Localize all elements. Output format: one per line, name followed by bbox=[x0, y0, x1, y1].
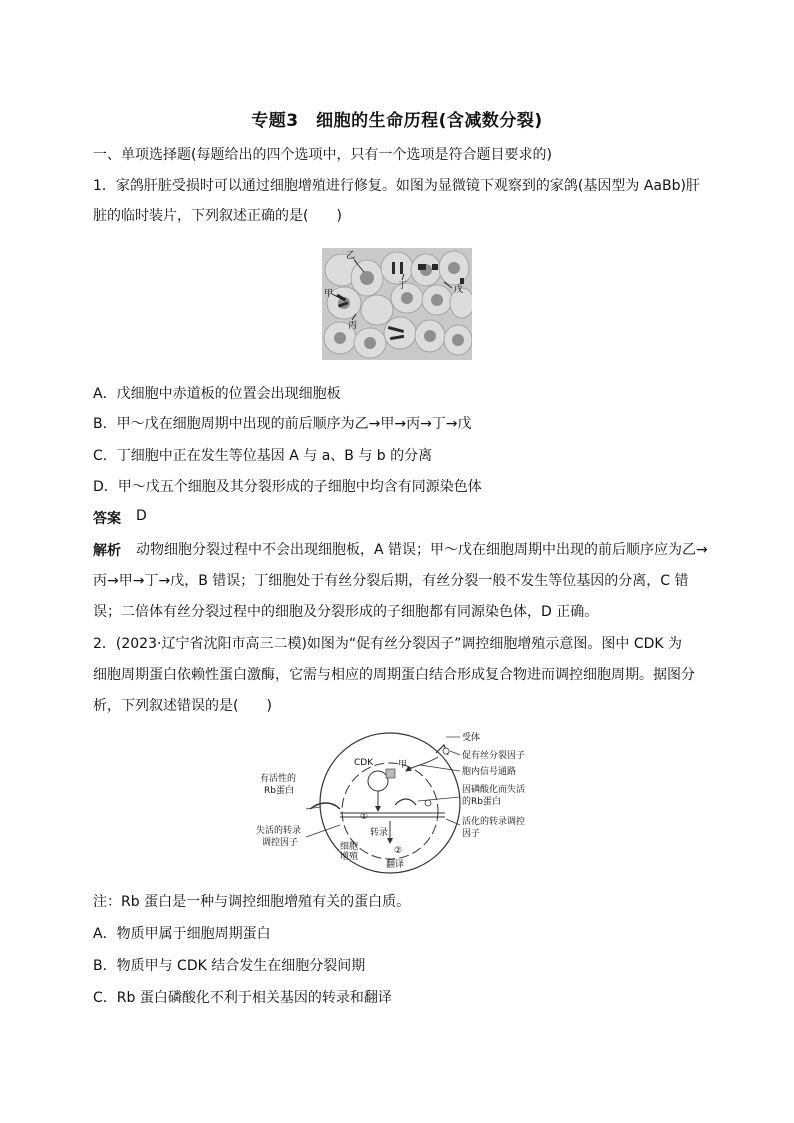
q1-option-d: D．甲～戊五个细胞及其分裂形成的子细胞中均含有同源染色体 bbox=[93, 479, 482, 495]
label-phospho-rb-1: 因磷酸化而失活 bbox=[462, 785, 526, 795]
analysis-line1: 动物细胞分裂过程中不会出现细胞板，A 错误；甲～戊在细胞周期中出现的前后顺序应为乙→ bbox=[136, 542, 708, 558]
q2-option-a: A．物质甲属于细胞周期蛋白 bbox=[93, 926, 271, 942]
label-signal-pathway: 胞内信号通路 bbox=[462, 767, 517, 777]
label-active-rb-2: Rb蛋白 bbox=[264, 786, 294, 796]
label-mitogen: 促有丝分裂因子 bbox=[462, 751, 526, 761]
label-proliferation-1: 细胞 bbox=[340, 842, 359, 852]
q1-option-c: C．丁细胞中正在发生等位基因 A 与 a、B 与 b 的分离 bbox=[93, 448, 433, 464]
q2-stem-line2: 细胞周期蛋白依赖性蛋白激酶，它需与相应的周期蛋白结合形成复合物进而调控细胞周期。据图分 bbox=[93, 667, 695, 683]
cell-signaling-diagram bbox=[250, 725, 550, 875]
label-active-tf-1: 活化的转录调控 bbox=[462, 817, 526, 827]
page-title: 专题3 细胞的生命历程(含减数分裂) bbox=[251, 111, 543, 131]
label-step1: ① bbox=[360, 812, 369, 822]
label-active-rb-1: 有活性的 bbox=[260, 774, 297, 784]
analysis-label: 解析 bbox=[93, 543, 121, 559]
micrograph-label-wu: 戊 bbox=[454, 285, 464, 295]
q2-option-c: C．Rb 蛋白磷酸化不利于相关基因的转录和翻译 bbox=[93, 990, 392, 1006]
q2-option-b: B．物质甲与 CDK 结合发生在细胞分裂间期 bbox=[93, 958, 366, 974]
answer-label: 答案 bbox=[93, 511, 121, 527]
jia-shape bbox=[386, 769, 395, 778]
label-proliferation-2: 增殖 bbox=[340, 852, 359, 862]
label-receptor: 受体 bbox=[462, 733, 481, 743]
phospho-rb-shape bbox=[395, 799, 416, 805]
q2-stem-line1: 2．(2023·辽宁省沈阳市高三二模)如图为“促有丝分裂因子”调控细胞增殖示意图。图中 CDK 为 bbox=[93, 636, 683, 652]
label-active-tf-2: 因子 bbox=[462, 829, 481, 839]
section-heading: 一、单项选择题(每题给出的四个选项中，只有一个选项是符合题目要求的) bbox=[93, 147, 552, 163]
micrograph-label-bing: 丙 bbox=[348, 321, 358, 331]
label-inactive-tf-1: 失活的转录 bbox=[256, 826, 302, 836]
q1-option-b: B．甲～戊在细胞周期中出现的前后顺序为乙→甲→丙→丁→戊 bbox=[93, 416, 472, 432]
receptor-shape bbox=[436, 745, 449, 755]
label-translation: 翻译 bbox=[386, 860, 405, 870]
answer-value: D bbox=[136, 508, 147, 524]
q1-stem-line1: 1．家鸽肝脏受损时可以通过细胞增殖进行修复。如图为显微镜下观察到的家鸽(基因型为 AaBb)肝 bbox=[93, 178, 700, 194]
label-step2: ② bbox=[394, 846, 403, 856]
q2-note: 注：Rb 蛋白是一种与调控细胞增殖有关的蛋白质。 bbox=[93, 894, 411, 910]
analysis-line2: 丙→甲→丁→戊，B 错误；丁细胞处于有丝分裂后期，有丝分裂一般不发生等位基因的分离，C 错 bbox=[93, 573, 689, 589]
micrograph-label-jia: 甲 bbox=[324, 289, 334, 299]
label-jia: 甲 bbox=[398, 760, 408, 770]
label-phospho-rb-2: 的Rb蛋白 bbox=[462, 797, 501, 807]
label-inactive-tf-2: 调控因子 bbox=[262, 838, 299, 848]
label-cdk: CDK bbox=[354, 758, 374, 768]
q1-stem-line2: 脏的临时装片，下列叙述正确的是( ) bbox=[93, 208, 342, 224]
label-transcription: 转录 bbox=[370, 828, 389, 838]
micrograph-label-yi: 乙 bbox=[346, 251, 356, 261]
analysis-line3: 误；二倍体有丝分裂过程中的细胞及分裂形成的子细胞都有同源染色体，D 正确。 bbox=[93, 604, 599, 620]
micrograph-label-ding: 丁 bbox=[398, 281, 408, 291]
q2-stem-line3: 析，下列叙述错误的是( ) bbox=[93, 698, 272, 714]
micrograph-figure bbox=[322, 248, 472, 360]
q1-option-a: A．戊细胞中赤道板的位置会出现细胞板 bbox=[93, 386, 341, 402]
cdk-shape bbox=[368, 771, 388, 791]
